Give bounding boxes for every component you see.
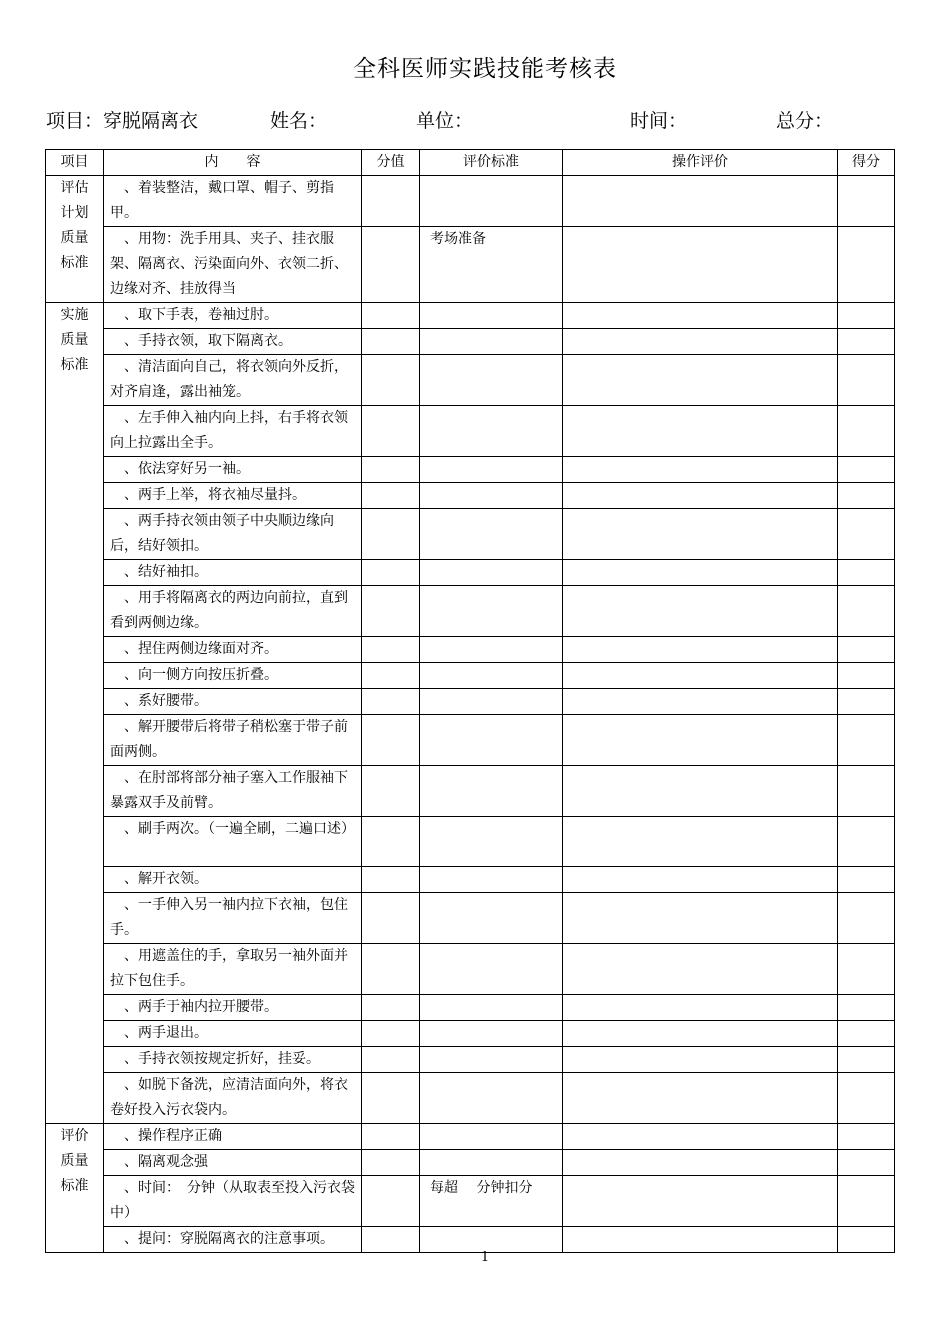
operation-evaluation-cell[interactable] bbox=[563, 176, 838, 227]
operation-evaluation-cell[interactable] bbox=[563, 483, 838, 509]
item-content-text: 、用手将隔离衣的两边向前拉，直到看到两侧边缘。 bbox=[110, 590, 348, 631]
column-header: 分值 bbox=[362, 150, 420, 176]
score-value-cell[interactable] bbox=[362, 457, 420, 483]
evaluation-standard-cell bbox=[420, 509, 563, 560]
item-content-text: 、用物：洗手用具、夹子、挂衣服架、隔离衣、污染面向外、衣领二折、边缘对齐、挂放得当 bbox=[110, 231, 348, 297]
operation-evaluation-cell[interactable] bbox=[563, 1150, 838, 1176]
name-field-label: 姓名： bbox=[270, 110, 328, 132]
table-row bbox=[46, 406, 895, 457]
table-row bbox=[46, 715, 895, 766]
score-value-cell[interactable] bbox=[362, 227, 420, 303]
evaluation-standard-cell bbox=[420, 1021, 563, 1047]
operation-evaluation-cell[interactable] bbox=[563, 637, 838, 663]
item-content bbox=[104, 1073, 362, 1124]
score-value-cell[interactable] bbox=[362, 560, 420, 586]
table-row bbox=[46, 637, 895, 663]
table-row bbox=[46, 457, 895, 483]
obtained-score-cell[interactable] bbox=[838, 355, 895, 406]
evaluation-standard-cell bbox=[420, 457, 563, 483]
item-content-text: 、两手上举，将衣袖尽量抖。 bbox=[124, 487, 306, 503]
evaluation-standard-cell bbox=[420, 817, 563, 867]
evaluation-standard-cell bbox=[420, 329, 563, 355]
obtained-score-cell[interactable] bbox=[838, 560, 895, 586]
item-content-text: 、向一侧方向按压折叠。 bbox=[124, 667, 278, 683]
item-content bbox=[104, 663, 362, 689]
item-content-text: 、依法穿好另一袖。 bbox=[124, 461, 250, 477]
obtained-score-cell[interactable] bbox=[838, 1021, 895, 1047]
evaluation-standard-cell bbox=[420, 355, 563, 406]
item-content bbox=[104, 995, 362, 1021]
item-content bbox=[104, 303, 362, 329]
item-content bbox=[104, 227, 362, 303]
table-row bbox=[46, 689, 895, 715]
obtained-score-cell[interactable] bbox=[838, 766, 895, 817]
operation-evaluation-cell[interactable] bbox=[563, 1047, 838, 1073]
obtained-score-cell[interactable] bbox=[838, 995, 895, 1021]
score-value-cell[interactable] bbox=[362, 1073, 420, 1124]
obtained-score-cell[interactable] bbox=[838, 817, 895, 867]
total-score-label: 总分： bbox=[776, 110, 834, 132]
obtained-score-cell[interactable] bbox=[838, 176, 895, 227]
score-value-cell[interactable] bbox=[362, 689, 420, 715]
item-content-text: 、刷手两次。（一遍全刷，二遍口述） bbox=[124, 821, 355, 837]
score-value-cell[interactable] bbox=[362, 715, 420, 766]
score-value-cell[interactable] bbox=[362, 1227, 420, 1253]
operation-evaluation-cell[interactable] bbox=[563, 766, 838, 817]
item-content bbox=[104, 176, 362, 227]
item-content bbox=[104, 509, 362, 560]
column-header: 项目 bbox=[46, 150, 104, 176]
item-content-text: 、在肘部将部分袖子塞入工作服袖下暴露双手及前臂。 bbox=[110, 770, 348, 811]
page-title: 全科医师实践技能考核表 bbox=[353, 56, 617, 82]
score-value-cell[interactable] bbox=[362, 766, 420, 817]
item-content-text: 、清洁面向自己，将衣领向外反折，对齐肩逢，露出袖笼。 bbox=[110, 359, 348, 400]
unit-field-label: 单位： bbox=[416, 110, 474, 132]
project-label: 项目：穿脱隔离衣 bbox=[46, 110, 199, 132]
item-content bbox=[104, 355, 362, 406]
table-row bbox=[46, 303, 895, 329]
item-content-text: 、结好袖扣。 bbox=[124, 564, 208, 580]
operation-evaluation-cell[interactable] bbox=[563, 1227, 838, 1253]
evaluation-standard-cell: 考场准备 bbox=[420, 227, 563, 303]
evaluation-standard-cell: 每超 分钟扣分 bbox=[420, 1176, 563, 1227]
item-content-text: 、操作程序正确 bbox=[124, 1128, 222, 1144]
obtained-score-cell[interactable] bbox=[838, 893, 895, 944]
table-row bbox=[46, 483, 895, 509]
operation-evaluation-cell[interactable] bbox=[563, 1176, 838, 1227]
evaluation-standard-cell bbox=[420, 303, 563, 329]
item-content bbox=[104, 944, 362, 995]
obtained-score-cell[interactable] bbox=[838, 227, 895, 303]
table-row bbox=[46, 1124, 895, 1150]
obtained-score-cell[interactable] bbox=[838, 303, 895, 329]
item-content bbox=[104, 483, 362, 509]
operation-evaluation-cell[interactable] bbox=[563, 329, 838, 355]
table-row bbox=[46, 509, 895, 560]
form-header bbox=[46, 106, 950, 136]
obtained-score-cell[interactable] bbox=[838, 689, 895, 715]
item-content-text: 、两手持衣领由领子中央顺边缘向后，结好领扣。 bbox=[110, 513, 334, 554]
table-row bbox=[46, 893, 895, 944]
item-content-text: 、取下手表，卷袖过肘。 bbox=[124, 307, 278, 323]
item-content bbox=[104, 457, 362, 483]
column-header: 评价标准 bbox=[420, 150, 563, 176]
obtained-score-cell[interactable] bbox=[838, 1124, 895, 1150]
item-content-text: 、时间： 分钟（从取表至投入污衣袋中） bbox=[110, 1180, 355, 1221]
item-content bbox=[104, 1150, 362, 1176]
item-content bbox=[104, 560, 362, 586]
item-content-text: 、着装整洁，戴口罩、帽子、剪指甲。 bbox=[110, 180, 334, 221]
operation-evaluation-cell[interactable] bbox=[563, 663, 838, 689]
time-field-label: 时间： bbox=[630, 110, 688, 132]
table-row bbox=[46, 355, 895, 406]
item-content-text: 、捏住两侧边缘面对齐。 bbox=[124, 641, 278, 657]
assessment-table bbox=[45, 149, 895, 1253]
operation-evaluation-cell[interactable] bbox=[563, 944, 838, 995]
item-content bbox=[104, 1227, 362, 1253]
obtained-score-cell[interactable] bbox=[838, 586, 895, 637]
table-row bbox=[46, 995, 895, 1021]
operation-evaluation-cell[interactable] bbox=[563, 1073, 838, 1124]
item-content bbox=[104, 867, 362, 893]
item-content-text: 、解开衣领。 bbox=[124, 871, 208, 887]
table-row bbox=[46, 817, 895, 867]
column-header: 内 容 bbox=[104, 150, 362, 176]
item-content bbox=[104, 406, 362, 457]
obtained-score-cell[interactable] bbox=[838, 509, 895, 560]
section-category: 评估 计划 质量 标准 bbox=[46, 176, 104, 303]
table-row bbox=[46, 944, 895, 995]
score-value-cell[interactable] bbox=[362, 893, 420, 944]
score-value-cell[interactable] bbox=[362, 995, 420, 1021]
evaluation-standard-cell bbox=[420, 483, 563, 509]
evaluation-standard-cell bbox=[420, 689, 563, 715]
operation-evaluation-cell[interactable] bbox=[563, 586, 838, 637]
evaluation-standard-cell bbox=[420, 1124, 563, 1150]
evaluation-standard-cell bbox=[420, 867, 563, 893]
table-row bbox=[46, 867, 895, 893]
item-content bbox=[104, 586, 362, 637]
obtained-score-cell[interactable] bbox=[838, 715, 895, 766]
item-content-text: 、两手退出。 bbox=[124, 1025, 208, 1041]
score-value-cell[interactable] bbox=[362, 1021, 420, 1047]
item-content bbox=[104, 689, 362, 715]
score-value-cell[interactable] bbox=[362, 637, 420, 663]
obtained-score-cell[interactable] bbox=[838, 1150, 895, 1176]
evaluation-standard-cell bbox=[420, 1073, 563, 1124]
evaluation-standard-cell bbox=[420, 1150, 563, 1176]
page-number: 1 bbox=[480, 1250, 490, 1265]
table-header-row bbox=[46, 150, 895, 176]
table-row bbox=[46, 1047, 895, 1073]
evaluation-standard-cell bbox=[420, 663, 563, 689]
table-row bbox=[46, 1021, 895, 1047]
item-content bbox=[104, 329, 362, 355]
operation-evaluation-cell[interactable] bbox=[563, 509, 838, 560]
operation-evaluation-cell[interactable] bbox=[563, 893, 838, 944]
item-content bbox=[104, 893, 362, 944]
score-value-cell[interactable] bbox=[362, 1047, 420, 1073]
score-value-cell[interactable] bbox=[362, 867, 420, 893]
evaluation-standard-cell bbox=[420, 560, 563, 586]
score-value-cell[interactable] bbox=[362, 1124, 420, 1150]
item-content-text: 、手持衣领按规定折好，挂妥。 bbox=[124, 1051, 320, 1067]
operation-evaluation-cell[interactable] bbox=[563, 303, 838, 329]
obtained-score-cell[interactable] bbox=[838, 483, 895, 509]
section-category: 评价 质量 标准 bbox=[46, 1124, 104, 1253]
score-value-cell[interactable] bbox=[362, 406, 420, 457]
item-content-text: 、一手伸入另一袖内拉下衣袖，包住手。 bbox=[110, 897, 348, 938]
item-content bbox=[104, 817, 362, 867]
score-value-cell[interactable] bbox=[362, 483, 420, 509]
operation-evaluation-cell[interactable] bbox=[563, 560, 838, 586]
evaluation-standard-cell bbox=[420, 715, 563, 766]
evaluation-standard-cell bbox=[420, 893, 563, 944]
item-content-text: 、两手于袖内拉开腰带。 bbox=[124, 999, 278, 1015]
item-content-text: 、如脱下备洗，应清洁面向外，将衣卷好投入污衣袋内。 bbox=[110, 1077, 348, 1118]
obtained-score-cell[interactable] bbox=[838, 1227, 895, 1253]
table-row bbox=[46, 176, 895, 227]
operation-evaluation-cell[interactable] bbox=[563, 227, 838, 303]
obtained-score-cell[interactable] bbox=[838, 457, 895, 483]
item-content-text: 、提问：穿脱隔离衣的注意事项。 bbox=[124, 1231, 334, 1247]
evaluation-standard-cell bbox=[420, 1227, 563, 1253]
table-row bbox=[46, 329, 895, 355]
score-value-cell[interactable] bbox=[362, 355, 420, 406]
obtained-score-cell[interactable] bbox=[838, 663, 895, 689]
score-value-cell[interactable] bbox=[362, 1176, 420, 1227]
table-row bbox=[46, 1150, 895, 1176]
operation-evaluation-cell[interactable] bbox=[563, 406, 838, 457]
operation-evaluation-cell[interactable] bbox=[563, 1124, 838, 1150]
score-value-cell[interactable] bbox=[362, 303, 420, 329]
operation-evaluation-cell[interactable] bbox=[563, 1021, 838, 1047]
evaluation-standard-cell bbox=[420, 995, 563, 1021]
table-row bbox=[46, 1073, 895, 1124]
score-value-cell[interactable] bbox=[362, 509, 420, 560]
item-content-text: 、解开腰带后将带子稍松塞于带子前面两侧。 bbox=[110, 719, 348, 760]
evaluation-standard-cell bbox=[420, 406, 563, 457]
operation-evaluation-cell[interactable] bbox=[563, 867, 838, 893]
score-value-cell[interactable] bbox=[362, 817, 420, 867]
item-content bbox=[104, 715, 362, 766]
obtained-score-cell[interactable] bbox=[838, 1176, 895, 1227]
item-content-text: 、隔离观念强 bbox=[124, 1154, 208, 1170]
item-content bbox=[104, 1124, 362, 1150]
item-content-text: 、手持衣领，取下隔离衣。 bbox=[124, 333, 292, 349]
score-value-cell[interactable] bbox=[362, 586, 420, 637]
item-content-text: 、左手伸入袖内向上抖，右手将衣领向上拉露出全手。 bbox=[110, 410, 348, 451]
column-header: 操作评价 bbox=[563, 150, 838, 176]
table-row bbox=[46, 663, 895, 689]
item-content bbox=[104, 637, 362, 663]
table-row bbox=[46, 766, 895, 817]
evaluation-standard-cell bbox=[420, 637, 563, 663]
score-value-cell[interactable] bbox=[362, 1150, 420, 1176]
score-value-cell[interactable] bbox=[362, 176, 420, 227]
table-row bbox=[46, 560, 895, 586]
table-row bbox=[46, 1176, 895, 1227]
operation-evaluation-cell[interactable] bbox=[563, 355, 838, 406]
obtained-score-cell[interactable] bbox=[838, 944, 895, 995]
evaluation-standard-cell bbox=[420, 586, 563, 637]
section-category: 实施 质量 标准 bbox=[46, 303, 104, 1124]
operation-evaluation-cell[interactable] bbox=[563, 995, 838, 1021]
evaluation-standard-cell bbox=[420, 944, 563, 995]
operation-evaluation-cell[interactable] bbox=[563, 715, 838, 766]
operation-evaluation-cell[interactable] bbox=[563, 817, 838, 867]
operation-evaluation-cell[interactable] bbox=[563, 457, 838, 483]
item-content bbox=[104, 766, 362, 817]
table-row bbox=[46, 227, 895, 303]
operation-evaluation-cell[interactable] bbox=[563, 689, 838, 715]
obtained-score-cell[interactable] bbox=[838, 1047, 895, 1073]
table-row bbox=[46, 1227, 895, 1253]
obtained-score-cell[interactable] bbox=[838, 1073, 895, 1124]
item-content bbox=[104, 1047, 362, 1073]
obtained-score-cell[interactable] bbox=[838, 867, 895, 893]
item-content bbox=[104, 1176, 362, 1227]
obtained-score-cell[interactable] bbox=[838, 406, 895, 457]
item-content-text: 、用遮盖住的手，拿取另一袖外面并拉下包住手。 bbox=[110, 948, 348, 989]
table-row bbox=[46, 586, 895, 637]
column-header: 得分 bbox=[838, 150, 895, 176]
score-value-cell[interactable] bbox=[362, 329, 420, 355]
score-value-cell[interactable] bbox=[362, 944, 420, 995]
obtained-score-cell[interactable] bbox=[838, 637, 895, 663]
evaluation-standard-cell bbox=[420, 766, 563, 817]
score-value-cell[interactable] bbox=[362, 663, 420, 689]
evaluation-standard-cell bbox=[420, 176, 563, 227]
item-content-text: 、系好腰带。 bbox=[124, 693, 208, 709]
item-content bbox=[104, 1021, 362, 1047]
obtained-score-cell[interactable] bbox=[838, 329, 895, 355]
evaluation-standard-cell bbox=[420, 1047, 563, 1073]
